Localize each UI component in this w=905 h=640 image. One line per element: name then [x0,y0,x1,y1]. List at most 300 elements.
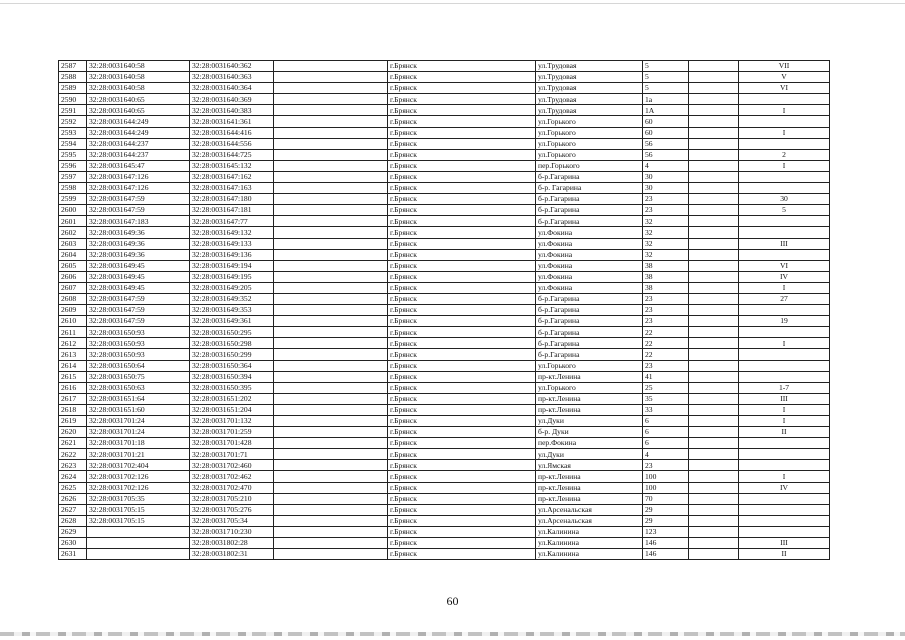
cadastral-number-cell: 32:28:0031645:132 [190,160,274,171]
premises-cell: IV [739,271,830,282]
city-cell: г.Брянск [388,526,536,537]
empty-cell [689,316,739,327]
house-number-cell: 6 [643,438,689,449]
cadastral-number-cell: 32:28:0031701:71 [190,449,274,460]
street-cell: б-р.Гагарина [536,338,643,349]
empty-cell [689,449,739,460]
cadastral-number-cell: 32:28:0031650:364 [190,360,274,371]
city-cell: г.Брянск [388,327,536,338]
row-number-cell: 2620 [59,427,87,438]
table-row [59,360,830,371]
empty-cell [274,194,388,205]
city-cell: г.Брянск [388,72,536,83]
empty-cell [689,83,739,94]
empty-cell [274,138,388,149]
old-cadastral-cell: 32:28:0031647:59 [87,293,190,304]
empty-cell [274,538,388,549]
street-cell: б-р.Гагарина [536,305,643,316]
old-cadastral-cell [87,526,190,537]
cadastral-number-cell: 32:28:0031650:394 [190,371,274,382]
table-row [59,138,830,149]
house-number-cell: 22 [643,327,689,338]
empty-cell [689,183,739,194]
street-cell: пр-кт.Ленина [536,404,643,415]
premises-cell [739,371,830,382]
premises-cell [739,227,830,238]
cadastral-number-cell: 32:28:0031640:364 [190,83,274,94]
empty-cell [689,471,739,482]
row-number-cell: 2595 [59,149,87,160]
row-number-cell: 2599 [59,194,87,205]
old-cadastral-cell: 32:28:0031702:404 [87,460,190,471]
empty-cell [274,205,388,216]
table-row [59,327,830,338]
cadastral-number-cell: 32:28:0031649:133 [190,238,274,249]
cadastral-number-cell: 32:28:0031644:725 [190,149,274,160]
city-cell: г.Брянск [388,260,536,271]
old-cadastral-cell: 32:28:0031650:93 [87,349,190,360]
premises-cell: 1-7 [739,382,830,393]
city-cell: г.Брянск [388,305,536,316]
empty-cell [274,249,388,260]
old-cadastral-cell: 32:28:0031640:65 [87,105,190,116]
premises-cell: I [739,471,830,482]
old-cadastral-cell: 32:28:0031644:237 [87,149,190,160]
row-number-cell: 2603 [59,238,87,249]
house-number-cell: 6 [643,416,689,427]
empty-cell [689,171,739,182]
empty-cell [274,504,388,515]
cadastral-number-cell: 32:28:0031650:298 [190,338,274,349]
old-cadastral-cell: 32:28:0031647:183 [87,216,190,227]
old-cadastral-cell: 32:28:0031650:93 [87,327,190,338]
street-cell: ул.Горького [536,138,643,149]
house-number-cell: 41 [643,371,689,382]
table-row [59,471,830,482]
table-row [59,515,830,526]
old-cadastral-cell: 32:28:0031640:65 [87,94,190,105]
empty-cell [689,94,739,105]
old-cadastral-cell: 32:28:0031644:249 [87,127,190,138]
table-row [59,460,830,471]
old-cadastral-cell: 32:28:0031649:36 [87,238,190,249]
street-cell: ул.Горького [536,127,643,138]
street-cell: ул.Горького [536,149,643,160]
street-cell: ул.Трудовая [536,83,643,94]
row-number-cell: 2625 [59,482,87,493]
old-cadastral-cell: 32:28:0031644:249 [87,116,190,127]
row-number-cell: 2610 [59,316,87,327]
house-number-cell: 60 [643,116,689,127]
premises-cell [739,116,830,127]
premises-cell: I [739,404,830,415]
house-number-cell: 35 [643,393,689,404]
street-cell: ул.Трудовая [536,61,643,72]
street-cell: ул.Фокина [536,282,643,293]
city-cell: г.Брянск [388,183,536,194]
empty-cell [689,72,739,83]
city-cell: г.Брянск [388,116,536,127]
city-cell: г.Брянск [388,515,536,526]
table-row [59,416,830,427]
city-cell: г.Брянск [388,404,536,415]
table-row [59,404,830,415]
empty-cell [689,327,739,338]
old-cadastral-cell: 32:28:0031647:59 [87,305,190,316]
row-number-cell: 2588 [59,72,87,83]
house-number-cell: 33 [643,404,689,415]
empty-cell [274,493,388,504]
empty-cell [274,338,388,349]
table-row [59,371,830,382]
empty-cell [689,504,739,515]
empty-cell [689,293,739,304]
table-row [59,83,830,94]
empty-cell [274,471,388,482]
house-number-cell: 23 [643,360,689,371]
house-number-cell: 56 [643,149,689,160]
empty-cell [689,427,739,438]
city-cell: г.Брянск [388,427,536,438]
street-cell: ул.Трудовая [536,94,643,105]
old-cadastral-cell: 32:28:0031649:36 [87,249,190,260]
scan-edge-top [0,3,905,4]
empty-cell [274,171,388,182]
house-number-cell: 56 [643,138,689,149]
table-row [59,127,830,138]
row-number-cell: 2622 [59,449,87,460]
premises-cell: III [739,538,830,549]
old-cadastral-cell: 32:28:0031701:24 [87,416,190,427]
cadastral-number-cell: 32:28:0031649:361 [190,316,274,327]
street-cell: б-р.Гагарина [536,205,643,216]
city-cell: г.Брянск [388,238,536,249]
old-cadastral-cell: 32:28:0031701:24 [87,427,190,438]
row-number-cell: 2611 [59,327,87,338]
street-cell: б-р.Гагарина [536,194,643,205]
street-cell: б-р. Гагарина [536,183,643,194]
premises-cell [739,305,830,316]
house-number-cell: 32 [643,238,689,249]
house-number-cell: 146 [643,538,689,549]
house-number-cell: 23 [643,305,689,316]
table-row [59,349,830,360]
street-cell: ул.Фокина [536,271,643,282]
table-row [59,526,830,537]
city-cell: г.Брянск [388,127,536,138]
old-cadastral-cell: 32:28:0031647:59 [87,316,190,327]
table-row [59,149,830,160]
row-number-cell: 2628 [59,515,87,526]
city-cell: г.Брянск [388,493,536,504]
old-cadastral-cell: 32:28:0031644:237 [87,138,190,149]
empty-cell [274,183,388,194]
street-cell: ул.Арсенальская [536,504,643,515]
old-cadastral-cell [87,549,190,560]
old-cadastral-cell: 32:28:0031705:15 [87,515,190,526]
premises-cell: V [739,72,830,83]
premises-cell: I [739,105,830,116]
empty-cell [689,515,739,526]
cadastral-number-cell: 32:28:0031640:362 [190,61,274,72]
street-cell: ул.Фокина [536,227,643,238]
premises-cell: 5 [739,205,830,216]
table-row [59,116,830,127]
city-cell: г.Брянск [388,549,536,560]
cadastral-number-cell: 32:28:0031640:383 [190,105,274,116]
row-number-cell: 2619 [59,416,87,427]
premises-cell [739,515,830,526]
row-number-cell: 2631 [59,549,87,560]
row-number-cell: 2591 [59,105,87,116]
empty-cell [689,227,739,238]
empty-cell [274,549,388,560]
city-cell: г.Брянск [388,316,536,327]
empty-cell [689,305,739,316]
table-row [59,282,830,293]
premises-cell [739,449,830,460]
house-number-cell: 4 [643,160,689,171]
table-row [59,171,830,182]
row-number-cell: 2602 [59,227,87,238]
city-cell: г.Брянск [388,83,536,94]
street-cell: ул.Ямская [536,460,643,471]
house-number-cell: 6 [643,427,689,438]
street-cell: ул.Дуки [536,416,643,427]
empty-cell [274,282,388,293]
table-row [59,493,830,504]
row-number-cell: 2605 [59,260,87,271]
row-number-cell: 2593 [59,127,87,138]
empty-cell [689,61,739,72]
empty-cell [274,382,388,393]
premises-cell: VI [739,83,830,94]
street-cell: б-р.Гагарина [536,293,643,304]
house-number-cell: 23 [643,194,689,205]
old-cadastral-cell: 32:28:0031650:75 [87,371,190,382]
old-cadastral-cell: 32:28:0031647:126 [87,183,190,194]
house-number-cell: 1А [643,105,689,116]
premises-cell: 30 [739,194,830,205]
row-number-cell: 2601 [59,216,87,227]
empty-cell [689,371,739,382]
old-cadastral-cell: 32:28:0031640:58 [87,72,190,83]
empty-cell [689,238,739,249]
empty-cell [274,449,388,460]
table-row [59,293,830,304]
property-register-table [58,60,830,560]
register-rows [59,61,830,560]
street-cell: ул.Фокина [536,238,643,249]
empty-cell [274,227,388,238]
house-number-cell: 22 [643,349,689,360]
table-row [59,249,830,260]
cadastral-number-cell: 32:28:0031702:462 [190,471,274,482]
row-number-cell: 2597 [59,171,87,182]
row-number-cell: 2600 [59,205,87,216]
street-cell: б-р.Гагарина [536,349,643,360]
empty-cell [274,460,388,471]
empty-cell [274,61,388,72]
empty-cell [689,260,739,271]
table-row [59,549,830,560]
house-number-cell: 60 [643,127,689,138]
premises-cell [739,493,830,504]
cadastral-number-cell: 32:28:0031651:204 [190,404,274,415]
row-number-cell: 2606 [59,271,87,282]
premises-cell [739,504,830,515]
empty-cell [274,349,388,360]
row-number-cell: 2627 [59,504,87,515]
cadastral-number-cell: 32:28:0031647:162 [190,171,274,182]
cadastral-number-cell: 32:28:0031649:195 [190,271,274,282]
empty-cell [274,116,388,127]
scan-edge-bottom [0,632,905,636]
row-number-cell: 2614 [59,360,87,371]
city-cell: г.Брянск [388,105,536,116]
city-cell: г.Брянск [388,538,536,549]
premises-cell: I [739,160,830,171]
city-cell: г.Брянск [388,382,536,393]
empty-cell [274,416,388,427]
empty-cell [689,482,739,493]
cadastral-number-cell: 32:28:0031650:299 [190,349,274,360]
table-row [59,316,830,327]
empty-cell [274,515,388,526]
house-number-cell: 23 [643,205,689,216]
house-number-cell: 1а [643,94,689,105]
table-row [59,271,830,282]
empty-cell [274,404,388,415]
row-number-cell: 2604 [59,249,87,260]
city-cell: г.Брянск [388,393,536,404]
street-cell: ул.Дуки [536,449,643,460]
empty-cell [274,238,388,249]
table-row [59,382,830,393]
empty-cell [689,382,739,393]
table-row [59,538,830,549]
cadastral-number-cell: 32:28:0031705:34 [190,515,274,526]
cadastral-number-cell: 32:28:0031649:132 [190,227,274,238]
premises-cell [739,438,830,449]
city-cell: г.Брянск [388,94,536,105]
table-row [59,72,830,83]
table-row [59,504,830,515]
old-cadastral-cell: 32:28:0031647:59 [87,194,190,205]
empty-cell [689,194,739,205]
cadastral-number-cell: 32:28:0031649:194 [190,260,274,271]
empty-cell [689,205,739,216]
house-number-cell: 32 [643,216,689,227]
street-cell: ул.Фокина [536,260,643,271]
cadastral-number-cell: 32:28:0031702:470 [190,482,274,493]
empty-cell [689,216,739,227]
cadastral-number-cell: 32:28:0031647:77 [190,216,274,227]
row-number-cell: 2592 [59,116,87,127]
house-number-cell: 38 [643,271,689,282]
row-number-cell: 2626 [59,493,87,504]
row-number-cell: 2609 [59,305,87,316]
cadastral-number-cell: 32:28:0031650:395 [190,382,274,393]
premises-cell: 27 [739,293,830,304]
old-cadastral-cell: 32:28:0031650:64 [87,360,190,371]
premises-cell: 2 [739,149,830,160]
old-cadastral-cell: 32:28:0031650:63 [87,382,190,393]
premises-cell [739,249,830,260]
row-number-cell: 2613 [59,349,87,360]
empty-cell [274,83,388,94]
street-cell: ул.Трудовая [536,72,643,83]
street-cell: пер.Горького [536,160,643,171]
street-cell: б-р.Гагарина [536,216,643,227]
cadastral-number-cell: 32:28:0031647:163 [190,183,274,194]
empty-cell [689,271,739,282]
old-cadastral-cell: 32:28:0031649:36 [87,227,190,238]
cadastral-number-cell: 32:28:0031649:205 [190,282,274,293]
street-cell: ул.Горького [536,360,643,371]
empty-cell [274,216,388,227]
empty-cell [689,116,739,127]
street-cell: ул.Трудовая [536,105,643,116]
table-row [59,105,830,116]
empty-cell [689,127,739,138]
city-cell: г.Брянск [388,349,536,360]
street-cell: ул.Горького [536,382,643,393]
old-cadastral-cell: 32:28:0031651:64 [87,393,190,404]
empty-cell [689,249,739,260]
street-cell: ул.Арсенальская [536,515,643,526]
house-number-cell: 100 [643,471,689,482]
house-number-cell: 70 [643,493,689,504]
house-number-cell: 29 [643,515,689,526]
city-cell: г.Брянск [388,149,536,160]
house-number-cell: 32 [643,249,689,260]
house-number-cell: 146 [643,549,689,560]
city-cell: г.Брянск [388,504,536,515]
house-number-cell: 38 [643,260,689,271]
city-cell: г.Брянск [388,293,536,304]
cadastral-number-cell: 32:28:0031802:31 [190,549,274,560]
empty-cell [274,371,388,382]
empty-cell [274,94,388,105]
table-row [59,438,830,449]
row-number-cell: 2589 [59,83,87,94]
street-cell: ул.Калинина [536,538,643,549]
empty-cell [274,305,388,316]
table-row [59,216,830,227]
old-cadastral-cell: 32:28:0031640:58 [87,61,190,72]
page-number: 60 [446,594,459,608]
premises-cell: 19 [739,316,830,327]
house-number-cell: 5 [643,72,689,83]
city-cell: г.Брянск [388,438,536,449]
street-cell: б-р. Дуки [536,427,643,438]
table-row [59,160,830,171]
street-cell: ул.Калинина [536,526,643,537]
premises-cell [739,183,830,194]
premises-cell [739,138,830,149]
old-cadastral-cell: 32:28:0031649:45 [87,271,190,282]
empty-cell [689,460,739,471]
cadastral-number-cell: 32:28:0031640:369 [190,94,274,105]
cadastral-number-cell: 32:28:0031701:132 [190,416,274,427]
city-cell: г.Брянск [388,416,536,427]
empty-cell [274,360,388,371]
row-number-cell: 2623 [59,460,87,471]
row-number-cell: 2618 [59,404,87,415]
premises-cell [739,360,830,371]
empty-cell [689,526,739,537]
